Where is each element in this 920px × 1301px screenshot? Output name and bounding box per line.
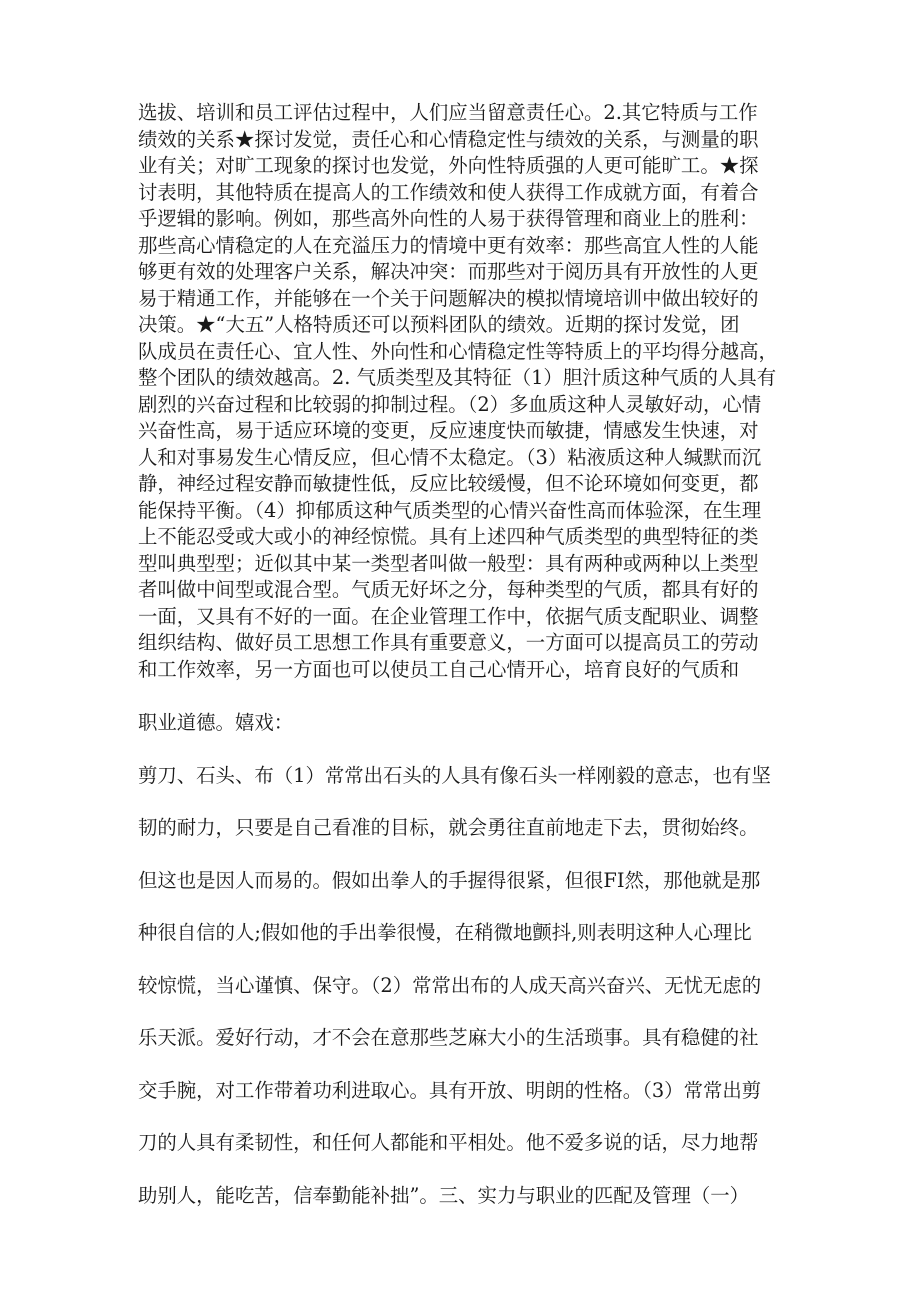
text-line: 上不能忍受或大或小的神经惊慌。具有上述四种气质类型的典型特征的类 [138, 525, 759, 548]
text-line: 交手腕，对工作带着功利进取心。具有开放、明朗的性格。（3）常常出剪 [138, 1078, 762, 1102]
text-line: 兴奋性高，易于适应环境的变更，反应速度快而敏捷，情感发生快速，对 [138, 419, 759, 442]
text-line: 队成员在责任心、宜人性、外向性和心情稳定性等特质上的平均得分越高， [138, 339, 778, 363]
text-line: 那些高心情稳定的人在充溢压力的情境中更有效率：那些高宜人性的人能 [138, 233, 759, 257]
text-line: 但这也是因人而易的。假如出拳人的手握得很紧，但很FI然，那他就是那 [138, 868, 761, 892]
text-line: 助别人，能吃苦，信奉勤能补拙”。三、实力与职业的匹配及管理（一） [138, 1183, 750, 1207]
text-line: 乎逻辑的影响。例如，那些高外向性的人易于获得管理和商业上的胜利： [138, 207, 759, 230]
text-line: 能保持平衡。（4）抑郁质这种气质类型的心情兴奋性高而体验深，在生理 [138, 498, 762, 522]
text-line: 业有关；对旷工现象的探讨也发觉，外向性特质强的人更可能旷工。★探 [138, 154, 759, 177]
paragraph-dense [138, 100, 788, 683]
text-line: 乐天派。爱好行动，才不会在意那些芝麻大小的生活琐事。具有稳健的社 [138, 1026, 759, 1049]
text-line: 整个团队的绩效越高。2. 气质类型及其特征（1）胆汁质这种气质的人具有 [138, 366, 777, 389]
text-line: 讨表明，其他特质在提高人的工作绩效和使人获得工作成就方面，有着合 [138, 180, 759, 204]
text-line: 够更有效的处理客户关系，解决冲突：而那些对于阅历具有开放性的人更 [138, 260, 759, 283]
text-line: 剪刀、石头、布（1）常常出石头的人具有像石头一样刚毅的意志，也有坚 [138, 763, 771, 787]
text-line: 易于精通工作，并能够在一个关于问题解决的模拟情境培训中做出较好的 [138, 286, 759, 310]
text-line: 较惊慌，当心谨慎、保守。（2）常常出布的人成天高兴奋兴、无忧无虑的 [138, 973, 762, 997]
document-page [138, 100, 788, 1222]
text-line: 者叫做中间型或混合型。气质无好坏之分，每种类型的气质，都具有好的 [138, 578, 759, 601]
text-line: 型叫典型型；近似其中某一类型者叫做一般型：具有两种或两种以上类型 [138, 551, 759, 575]
text-line: 静，神经过程安静而敏捷性低，反应比较缓慢，但不论环境如何变更，都 [138, 472, 759, 495]
text-line: 剧烈的兴奋过程和比较弱的抑制过程。（2）多血质这种人灵敏好动，心情 [138, 392, 762, 416]
text-line: 决策。★“大五”人格特质还可以预料团队的绩效。近期的探讨发觉，团 [138, 313, 740, 336]
text-line: 和工作效率，另一方面也可以使员工自己心情开心，培育良好的气质和 [138, 657, 740, 681]
text-line: 选拔、培训和员工评估过程中，人们应当留意责任心。2.其它特质与工作 [138, 101, 758, 124]
text-line: 一面，又具有不好的一面。在企业管理工作中，依据气质支配职业、调整 [138, 604, 759, 628]
text-line: 人和对事易发生心情反应，但心情不太稳定。（3）粘液质这种人缄默而沉 [138, 445, 762, 469]
text-line: 刀的人具有柔韧性，和任何人都能和平相处。他不爱多说的话，尽力地帮 [138, 1131, 759, 1154]
text-line: 韧的耐力，只要是自己看准的目标，就会勇往直前地走下去，贯彻始终。 [138, 816, 759, 839]
text-line: 组织结构、做好员工思想工作具有重要意义，一方面可以提高员工的劳动 [138, 631, 759, 654]
text-line: 职业道德。嬉戏： [138, 711, 294, 734]
text-line: 绩效的关系★探讨发觉，责任心和心情稳定性与绩效的关系，与测量的职 [138, 127, 759, 151]
paragraph-loose [138, 697, 788, 1222]
text-line: 种很自信的人;假如他的手出拳很慢，在稍微地颤抖,则表明这种人心理比 [138, 921, 752, 944]
